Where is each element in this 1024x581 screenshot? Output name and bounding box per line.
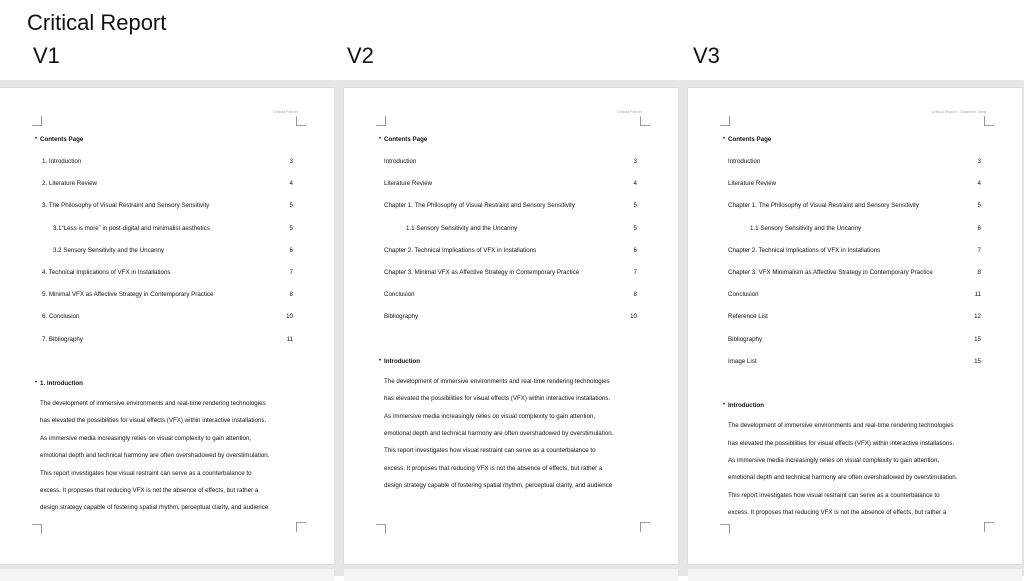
toc-entry[interactable]: 2. Literature Review	[42, 180, 98, 188]
document-page-v2[interactable]	[344, 88, 678, 564]
toc-page-number: 10	[630, 313, 637, 321]
body-text-line: has elevated the possibilities for visual effects (VFX) within interactive installations.	[384, 395, 611, 403]
crop-mark	[376, 524, 386, 534]
section-heading: 1. Introduction	[40, 380, 83, 387]
toc-page-number: 8	[977, 269, 981, 276]
toc-entry[interactable]: Chapter 1. The Philosophy of Visual Restraint and Sensory Sensitivity	[728, 202, 919, 210]
section-heading: Introduction	[728, 402, 765, 410]
toc-page-number: 5	[633, 224, 637, 232]
toc-page-number: 6	[633, 246, 637, 254]
toc-page-number: 3	[977, 158, 981, 165]
contents-heading: Contents Page	[728, 136, 772, 143]
body-text-line: has elevated the possibilities for visual effects (VFX) within interactive installations.	[40, 417, 267, 425]
toc-page-number: 10	[286, 313, 293, 321]
toc-entry[interactable]: Chapter 3. VFX Minimalism as Affective Strategy in Contemporary Practice	[728, 269, 933, 276]
heading-bullet: •	[35, 136, 38, 142]
body-text-line: The development of immersive environments and real-time rendering technologies	[728, 422, 954, 430]
toc-entry[interactable]: Chapter 2. Technical Implications of VFX in Installations	[728, 246, 881, 254]
toc-entry[interactable]: 1.1 Sensory Sensitivity and the Uncanny	[750, 224, 862, 232]
toc-entry[interactable]: 1. Introduction	[42, 158, 82, 165]
version-label-v1: V1	[33, 43, 60, 68]
toc-page-number: 8	[289, 291, 293, 299]
toc-entry[interactable]: Introduction	[384, 158, 417, 165]
next-page-edge	[688, 569, 1022, 581]
toc-page-number: 15	[974, 335, 981, 343]
body-text-line: excess. It proposes that reducing VFX is not the absence of effects, but rather a	[384, 464, 603, 472]
toc-entry[interactable]: Chapter 1. The Philosophy of Visual Restraint and Sensory Sensitivity	[384, 202, 575, 210]
contents-heading: Contents Page	[384, 136, 428, 143]
toc-page-number: 12	[974, 313, 981, 321]
toc-page-number: 3	[633, 158, 637, 165]
body-text-line: excess. It proposes that reducing VFX is not the absence of effects, but rather a	[728, 509, 947, 517]
body-text-line: The development of immersive environments and real-time rendering technologies	[384, 377, 610, 385]
toc-page-number: 11	[286, 335, 293, 343]
toc-entry[interactable]: 3.1“Less is more” in post-digital and minimalist aesthetics	[53, 224, 210, 232]
toc-entry[interactable]: 1.1 Sensory Sensitivity and the Uncanny	[406, 224, 518, 232]
crop-mark	[296, 116, 306, 126]
body-text-line: excess. It proposes that reducing VFX is not the absence of effects, but rather a	[40, 487, 259, 494]
heading-bullet: •	[723, 402, 726, 409]
version-label-v3: V3	[693, 43, 720, 68]
body-text-line: emotional depth and technical harmony are often overshadowed by overstimulation.	[728, 474, 958, 482]
crop-mark	[720, 116, 730, 126]
toc-page-number: 4	[633, 180, 637, 188]
toc-page-number: 4	[977, 180, 981, 188]
body-text-line: has elevated the possibilities for visual effects (VFX) within interactive installations.	[728, 439, 955, 447]
toc-entry[interactable]: Conclusion	[384, 291, 415, 299]
toc-page-number: 4	[289, 180, 293, 188]
crop-mark	[720, 524, 730, 534]
body-text-line: As immersive media increasingly relies on visual complexity to gain attention,	[40, 434, 252, 442]
body-text-line: As immersive media increasingly relies on visual complexity to gain attention,	[384, 412, 596, 420]
toc-page-number: 5	[633, 202, 637, 210]
crop-mark	[640, 522, 650, 532]
crop-mark	[984, 116, 994, 126]
body-text-line: This report investigates how visual restraint can serve as a counterbalance to	[40, 469, 252, 477]
toc-entry[interactable]: Chapter 2. Technical Implications of VFX in Installations	[384, 246, 537, 254]
document-page-v1[interactable]	[0, 88, 334, 564]
toc-page-number: 8	[633, 291, 637, 299]
running-header: Critical Report - Shannon Tang	[931, 109, 986, 114]
toc-entry[interactable]: Bibliography	[728, 335, 763, 343]
running-header: Critical Report	[272, 109, 298, 114]
body-text-line: The development of immersive environments and real-time rendering technologies	[40, 400, 266, 407]
body-text-line: design strategy capable of fostering spatial rhythm, perceptual clarity, and audience	[384, 482, 613, 490]
section-heading: Introduction	[384, 357, 421, 365]
toc-page-number: 5	[289, 202, 293, 210]
page-title: Critical Report	[27, 10, 167, 35]
toc-entry[interactable]: 3.2 Sensory Sensitivity and the Uncanny	[53, 246, 165, 254]
toc-entry[interactable]: 7. Bibliography	[42, 335, 83, 343]
body-text-line: emotional depth and technical harmony are often overshadowed by overstimulation.	[384, 430, 614, 437]
heading-bullet: •	[379, 357, 382, 364]
toc-page-number: 3	[289, 158, 293, 165]
toc-entry[interactable]: Chapter 3. Minimal VFX as Affective Strategy in Contemporary Practice	[384, 269, 580, 276]
toc-entry[interactable]: 3. The Philosophy of Visual Restraint and Sensory Sensitivity	[42, 202, 210, 210]
toc-entry[interactable]: 4. Technical Implications of VFX in Installations	[42, 269, 171, 276]
crop-mark	[984, 522, 994, 532]
toc-entry[interactable]: 6. Conclusion	[42, 313, 80, 321]
document-page-v3[interactable]	[688, 88, 1022, 564]
version-label-v2: V2	[347, 43, 374, 68]
heading-bullet: •	[35, 380, 38, 386]
crop-mark	[640, 116, 650, 126]
toc-page-number: 7	[633, 269, 637, 276]
body-text-line: This report investigates how visual restraint can serve as a counterbalance to	[728, 491, 940, 499]
toc-page-number: 5	[977, 202, 981, 210]
crop-mark	[32, 116, 42, 126]
crop-mark	[32, 524, 42, 534]
heading-bullet: •	[379, 136, 382, 142]
toc-entry[interactable]: Image List	[728, 357, 757, 365]
toc-page-number: 6	[289, 246, 293, 254]
toc-page-number: 7	[977, 246, 981, 254]
toc-entry[interactable]: Introduction	[728, 158, 761, 165]
crop-mark	[296, 522, 306, 532]
toc-page-number: 6	[977, 224, 981, 232]
body-text-line: This report investigates how visual restraint can serve as a counterbalance to	[384, 447, 596, 455]
toc-entry[interactable]: Literature Review	[728, 180, 777, 188]
next-page-edge	[344, 569, 678, 581]
heading-bullet: •	[723, 136, 726, 142]
body-text-line: As immersive media increasingly relies on visual complexity to gain attention,	[728, 457, 940, 464]
crop-mark	[376, 116, 386, 126]
toc-page-number: 11	[974, 291, 981, 299]
toc-entry[interactable]: Literature Review	[384, 180, 433, 188]
toc-page-number: 15	[974, 357, 981, 365]
running-header: Critical Report	[616, 109, 642, 114]
toc-entry[interactable]: Conclusion	[728, 291, 759, 299]
toc-entry[interactable]: Bibliography	[384, 313, 419, 321]
toc-page-number: 5	[289, 224, 293, 232]
contents-heading: Contents Page	[40, 136, 84, 143]
toc-entry[interactable]: Reference List	[728, 313, 768, 321]
toc-page-number: 7	[289, 269, 293, 276]
toc-entry[interactable]: 5. Minimal VFX as Affective Strategy in Contemporary Practice	[42, 291, 214, 299]
body-text-line: emotional depth and technical harmony are often overshadowed by overstimulation.	[40, 452, 270, 460]
body-text-line: design strategy capable of fostering spatial rhythm, perceptual clarity, and audience	[40, 504, 269, 512]
next-page-edge	[0, 569, 334, 581]
